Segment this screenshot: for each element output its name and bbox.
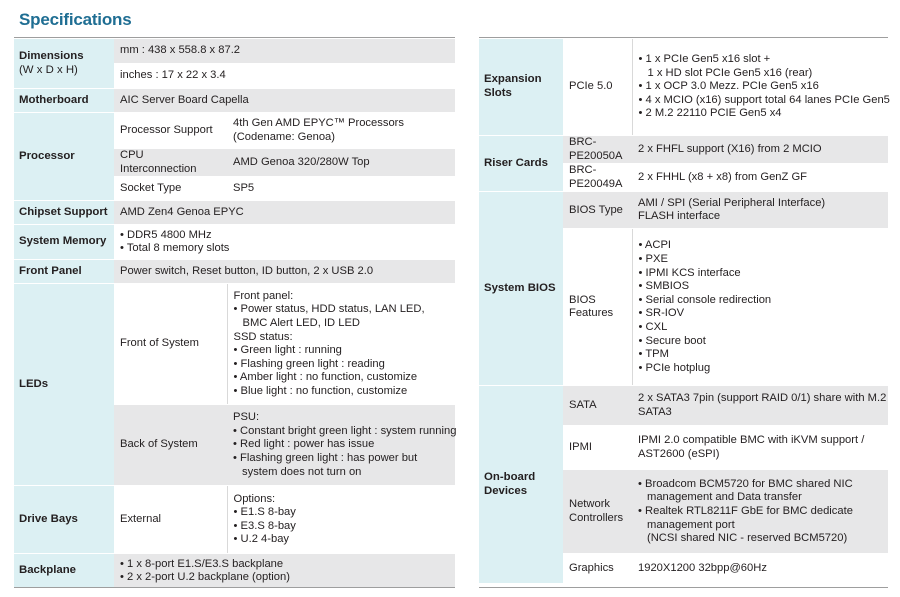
- socket-type-value: SP5: [227, 177, 455, 201]
- row-onboard: [479, 386, 888, 426]
- bios-label: System BIOS: [479, 192, 563, 386]
- network-line: • Realtek RTL8211F GbE for BMC dedicate: [638, 505, 853, 518]
- bios-features-value: [632, 229, 888, 386]
- row-processor: [14, 113, 455, 149]
- led-line: SSD status:: [233, 330, 293, 343]
- right-spec-table: [479, 38, 888, 584]
- network-label: [563, 470, 632, 554]
- leds-back-value: [227, 405, 455, 486]
- memory-line: • Total 8 memory slots: [120, 242, 230, 255]
- dimensions-inches: inches : 17 x 22 x 3.4: [114, 64, 455, 89]
- ipmi-value: [632, 426, 888, 470]
- row-bios: [479, 192, 888, 229]
- socket-type-label: Socket Type: [114, 177, 227, 201]
- drive-bays-label: Drive Bays: [14, 486, 114, 554]
- bios-feature: • TPM: [638, 348, 669, 361]
- ipmi-line: IPMI 2.0 compatible BMC with iKVM support /: [638, 434, 865, 447]
- expansion-type: PCIe 5.0: [563, 39, 632, 136]
- dimensions-header: [14, 39, 114, 89]
- onboard-label-line: Devices: [484, 484, 528, 497]
- bios-features-label-line: Features: [569, 307, 614, 320]
- row-drive-bays: [14, 486, 455, 554]
- bios-type-line: FLASH interface: [638, 210, 721, 223]
- led-line: • Blue light : no function, customize: [233, 384, 408, 397]
- led-line: Front panel:: [233, 289, 294, 302]
- processor-support-value: [227, 113, 455, 149]
- bios-feature: • SMBIOS: [638, 280, 690, 293]
- chipset-label: Chipset Support: [14, 201, 114, 225]
- expansion-line: • 2 M.2 22110 PCIE Gen5 x4: [638, 107, 782, 120]
- bios-features-label-line: BIOS: [569, 293, 596, 306]
- led-line: PSU:: [233, 411, 260, 424]
- drive-bays-type: External: [114, 486, 227, 554]
- sata-line: 2 x SATA3 7pin (support RAID 0/1) share with M.2: [638, 392, 887, 405]
- drive-bays-value: [227, 486, 455, 554]
- sata-line: SATA3: [638, 405, 672, 418]
- riser-card2-value: 2 x FHHL (x8 + x8) from GenZ GF: [632, 164, 888, 192]
- left-spec-table: [14, 38, 455, 589]
- backplane-value: [114, 554, 455, 589]
- leds-front-value: [227, 284, 455, 405]
- leds-label: LEDs: [14, 284, 114, 486]
- row-memory: [14, 225, 455, 260]
- bios-feature: • Secure boot: [638, 334, 706, 347]
- left-top-rule: [14, 37, 455, 38]
- network-line: • Broadcom BCM5720 for BMC shared NIC: [638, 477, 853, 490]
- led-line: • Constant bright green light : system running: [233, 424, 457, 437]
- network-line: management port: [647, 518, 735, 531]
- expansion-label-line: Expansion: [484, 73, 542, 86]
- sata-value: [632, 386, 888, 426]
- motherboard-label: Motherboard: [14, 89, 114, 113]
- ipmi-label: IPMI: [563, 426, 632, 470]
- riser-card1-value: 2 x FHFL support (X16) from 2 MCIO: [632, 136, 888, 164]
- right-top-rule: [479, 37, 888, 38]
- onboard-label: [479, 386, 563, 584]
- leds-front-label: Front of System: [114, 284, 227, 405]
- dimensions-mm: mm : 438 x 558.8 x 87.2: [114, 39, 455, 64]
- row-front-panel: [14, 260, 455, 284]
- expansion-line: • 4 x MCIO (x16) support total 64 lanes PCIe Gen5: [638, 93, 890, 106]
- page-title: Specifications: [19, 10, 132, 29]
- bios-feature: • Serial console redirection: [638, 293, 772, 306]
- drive-bay-line: • E3.S 8-bay: [233, 519, 296, 532]
- left-bottom-rule: [14, 587, 455, 588]
- expansion-line: 1 x HD slot PCIe Gen5 x16 (rear): [647, 66, 813, 79]
- row-chipset: [14, 201, 455, 225]
- bios-type-value: [632, 192, 888, 229]
- riser-card1-label: BRC-PE20050A: [563, 136, 632, 164]
- expansion-label-line: Slots: [484, 87, 512, 99]
- led-line: BMC Alert LED, ID LED: [242, 317, 361, 329]
- riser-card2-label: BRC-PE20049A: [563, 164, 632, 192]
- dimensions-sublabel: (W x D x H): [19, 63, 78, 76]
- cpu-interconnect-label: CPU Interconnection: [114, 149, 227, 177]
- row-expansion: [479, 39, 888, 136]
- processor-label: Processor: [14, 113, 114, 201]
- riser-label: Riser Cards: [479, 136, 563, 192]
- network-value: [632, 470, 888, 554]
- processor-support-line: (Codename: Genoa): [233, 130, 335, 143]
- bios-feature: • ACPI: [638, 239, 672, 252]
- processor-support-label: Processor Support: [114, 113, 227, 149]
- processor-support-line: 4th Gen AMD EPYC™ Processors: [233, 116, 404, 129]
- bios-type-label: BIOS Type: [563, 192, 632, 229]
- drive-bay-line: • E1.S 8-bay: [233, 506, 296, 519]
- bios-feature: • IPMI KCS interface: [638, 266, 741, 279]
- row-backplane: [14, 554, 455, 589]
- row-motherboard: [14, 89, 455, 113]
- network-label-line: Controllers: [569, 511, 624, 524]
- memory-value: [114, 225, 455, 260]
- led-line: system does not turn on: [242, 465, 362, 478]
- row-dimensions: [14, 39, 455, 64]
- right-bottom-rule: [479, 587, 888, 588]
- onboard-label-line: On-board: [484, 471, 536, 484]
- motherboard-value: AIC Server Board Capella: [114, 89, 455, 113]
- ipmi-line: AST2600 (eSPI): [638, 447, 720, 460]
- bios-features-label: [563, 229, 632, 386]
- graphics-label: Graphics: [563, 554, 632, 584]
- backplane-line: • 1 x 8-port E1.S/E3.S backplane: [120, 557, 284, 570]
- led-line: • Flashing green light : reading: [233, 357, 385, 370]
- cpu-interconnect-value: AMD Genoa 320/280W Top: [227, 149, 455, 177]
- leds-back-label: Back of System: [114, 405, 227, 486]
- expansion-value: [632, 39, 888, 136]
- sata-label: SATA: [563, 386, 632, 426]
- backplane-label: Backplane: [14, 554, 114, 589]
- led-line: • Amber light : no function, customize: [233, 371, 418, 384]
- dimensions-label: Dimensions: [19, 49, 84, 62]
- led-line: • Power status, HDD status, LAN LED,: [233, 303, 425, 316]
- network-line: management and Data transfer: [647, 491, 802, 504]
- memory-line: • DDR5 4800 MHz: [120, 228, 212, 241]
- bios-type-line: AMI / SPI (Serial Peripheral Interface): [638, 196, 826, 209]
- bios-feature: • CXL: [638, 320, 668, 333]
- led-line: • Green light : running: [233, 344, 342, 357]
- drive-bay-line: Options:: [233, 492, 276, 505]
- row-riser: [479, 136, 888, 164]
- expansion-line: • 1 x OCP 3.0 Mezz. PCIe Gen5 x16: [638, 80, 819, 93]
- bios-feature: • PCIe hotplug: [638, 361, 711, 374]
- led-line: • Flashing green light : has power but: [233, 451, 418, 464]
- bios-feature: • PXE: [638, 253, 668, 265]
- front-panel-value: Power switch, Reset button, ID button, 2 x USB 2.0: [114, 260, 455, 284]
- expansion-line: • 1 x PCIe Gen5 x16 slot +: [638, 53, 771, 66]
- led-line: • Red light : power has issue: [233, 438, 375, 451]
- front-panel-label: Front Panel: [14, 260, 114, 284]
- network-label-line: Network: [569, 498, 611, 511]
- bios-feature: • SR-IOV: [638, 307, 685, 320]
- expansion-label: [479, 39, 563, 136]
- chipset-value: AMD Zen4 Genoa EPYC: [114, 201, 455, 225]
- drive-bay-line: • U.2 4-bay: [233, 533, 290, 546]
- backplane-line: • 2 x 2-port U.2 backplane (option): [120, 571, 290, 584]
- graphics-value: 1920X1200 32bpp@60Hz: [632, 554, 888, 584]
- memory-label: System Memory: [14, 225, 114, 260]
- network-line: (NCSI shared NIC - reserved BCM5720): [647, 532, 848, 545]
- row-leds: [14, 284, 455, 405]
